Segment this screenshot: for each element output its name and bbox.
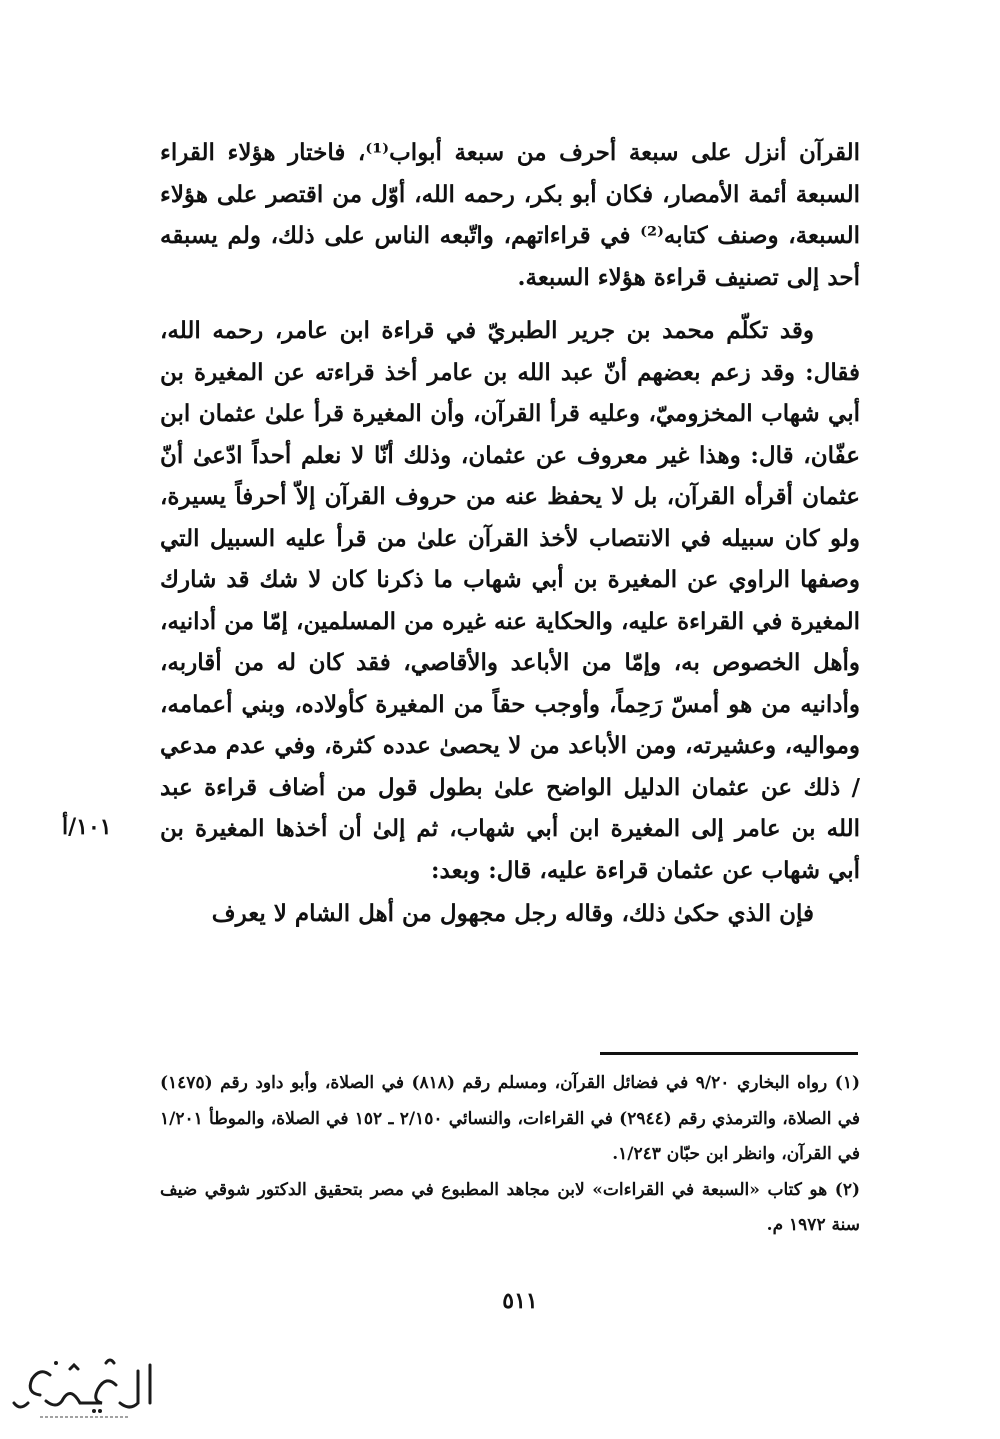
footnote-divider (600, 1052, 858, 1055)
folio-margin-note: ١٠١/أ (62, 814, 112, 840)
watermark-logo (10, 1345, 160, 1425)
footnote-1: (١) رواه البخاري ٩/٢٠ في فضائل القرآن، ومسلم رقم (٨١٨) في الصلاة، وأبو داود رقم (١٤٧٥) في الصلاة، والترمذي رقم (٢٩٤٤) في القراءات، والنسائي ٢/١٥٠ ـ ١٥٢ في الصلاة، والموطأ ١/٢٠١ في القرآن، وانظر ابن حبّان ١/٢٤٣. (160, 1073, 860, 1164)
paragraph-1: القرآن أنزل على سبعة أحرف من سبعة أبواب⁽¹⁾، فاختار هؤلاء القراء السبعة أئمة الأمصار، فكان أبو بكر، رحمه الله، أوّل من اقتصر على هؤلاء السبعة، وصنف كتابه⁽²⁾ في قراءاتهم، واتّبعه الناس على ذلك، ولم يسبقه أحد إلى تصنيف قراءة هؤلاء السبعة. (160, 139, 860, 291)
paragraph-3: فإن الذي حكىٰ ذلك، وقاله رجل مجهول من أهل الشام لا يعرف (211, 900, 814, 927)
page-number: ٥١١ (502, 1288, 538, 1314)
footnote-2: (٢) هو كتاب «السبعة في القراءات» لابن مجاهد المطبوع في مصر بتحقيق الدكتور شوقي ضيف سنة ١٩٧٢ م. (160, 1179, 860, 1235)
main-text (160, 132, 860, 935)
footnotes (160, 1066, 860, 1244)
paragraph-2: وقد تكلّم محمد بن جرير الطبريّ في قراءة ابن عامر، رحمه الله، فقال: وقد زعم بعضهم أنّ عبد الله بن عامر أخذ قراءته عن المغيرة بن أبي شهاب المخزوميّ، وعليه قرأ القرآن، وأن المغيرة قرأ علىٰ عثمان ابن عفّان، قال: وهذا غير معروف عن عثمان، وذلك أنّا لا نعلم أحداً ادّعىٰ أنّ عثمان أقرأه القرآن، بل لا يحفظ عنه من حروف القرآن إلاّ أحرفاً يسيرة، ولو كان سبيله في الانتصاب لأخذ القرآن علىٰ من قرأ عليه السبيل التي وصفها الراوي عن المغيرة بن أبي شهاب ما ذكرنا كان لا شك قد شارك المغيرة في القراءة عليه، والحكاية عنه غيره من المسلمين، إمّا من أدانيه، وأهل الخصوص به، وإمّا من الأباعد والأقاصي، فقد كان له من أقاربه، وأدانيه من هو أمسّ رَحِماً، وأوجب حقاً من المغيرة كأولاده، وبني أعمامه، ومواليه، وعشيرته، ومن الأباعد من لا يحصىٰ عدده كثرة، وفي عدم مدعي / ذلك عن عثمان الدليل الواضح علىٰ بطول قول من أضاف قراءة عبد الله بن عامر إلى المغيرة ابن أبي شهاب، ثم إلىٰ أن أخذها المغيرة بن أبي شهاب عن عثمان قراءة عليه، قال: وبعد: (160, 317, 860, 884)
